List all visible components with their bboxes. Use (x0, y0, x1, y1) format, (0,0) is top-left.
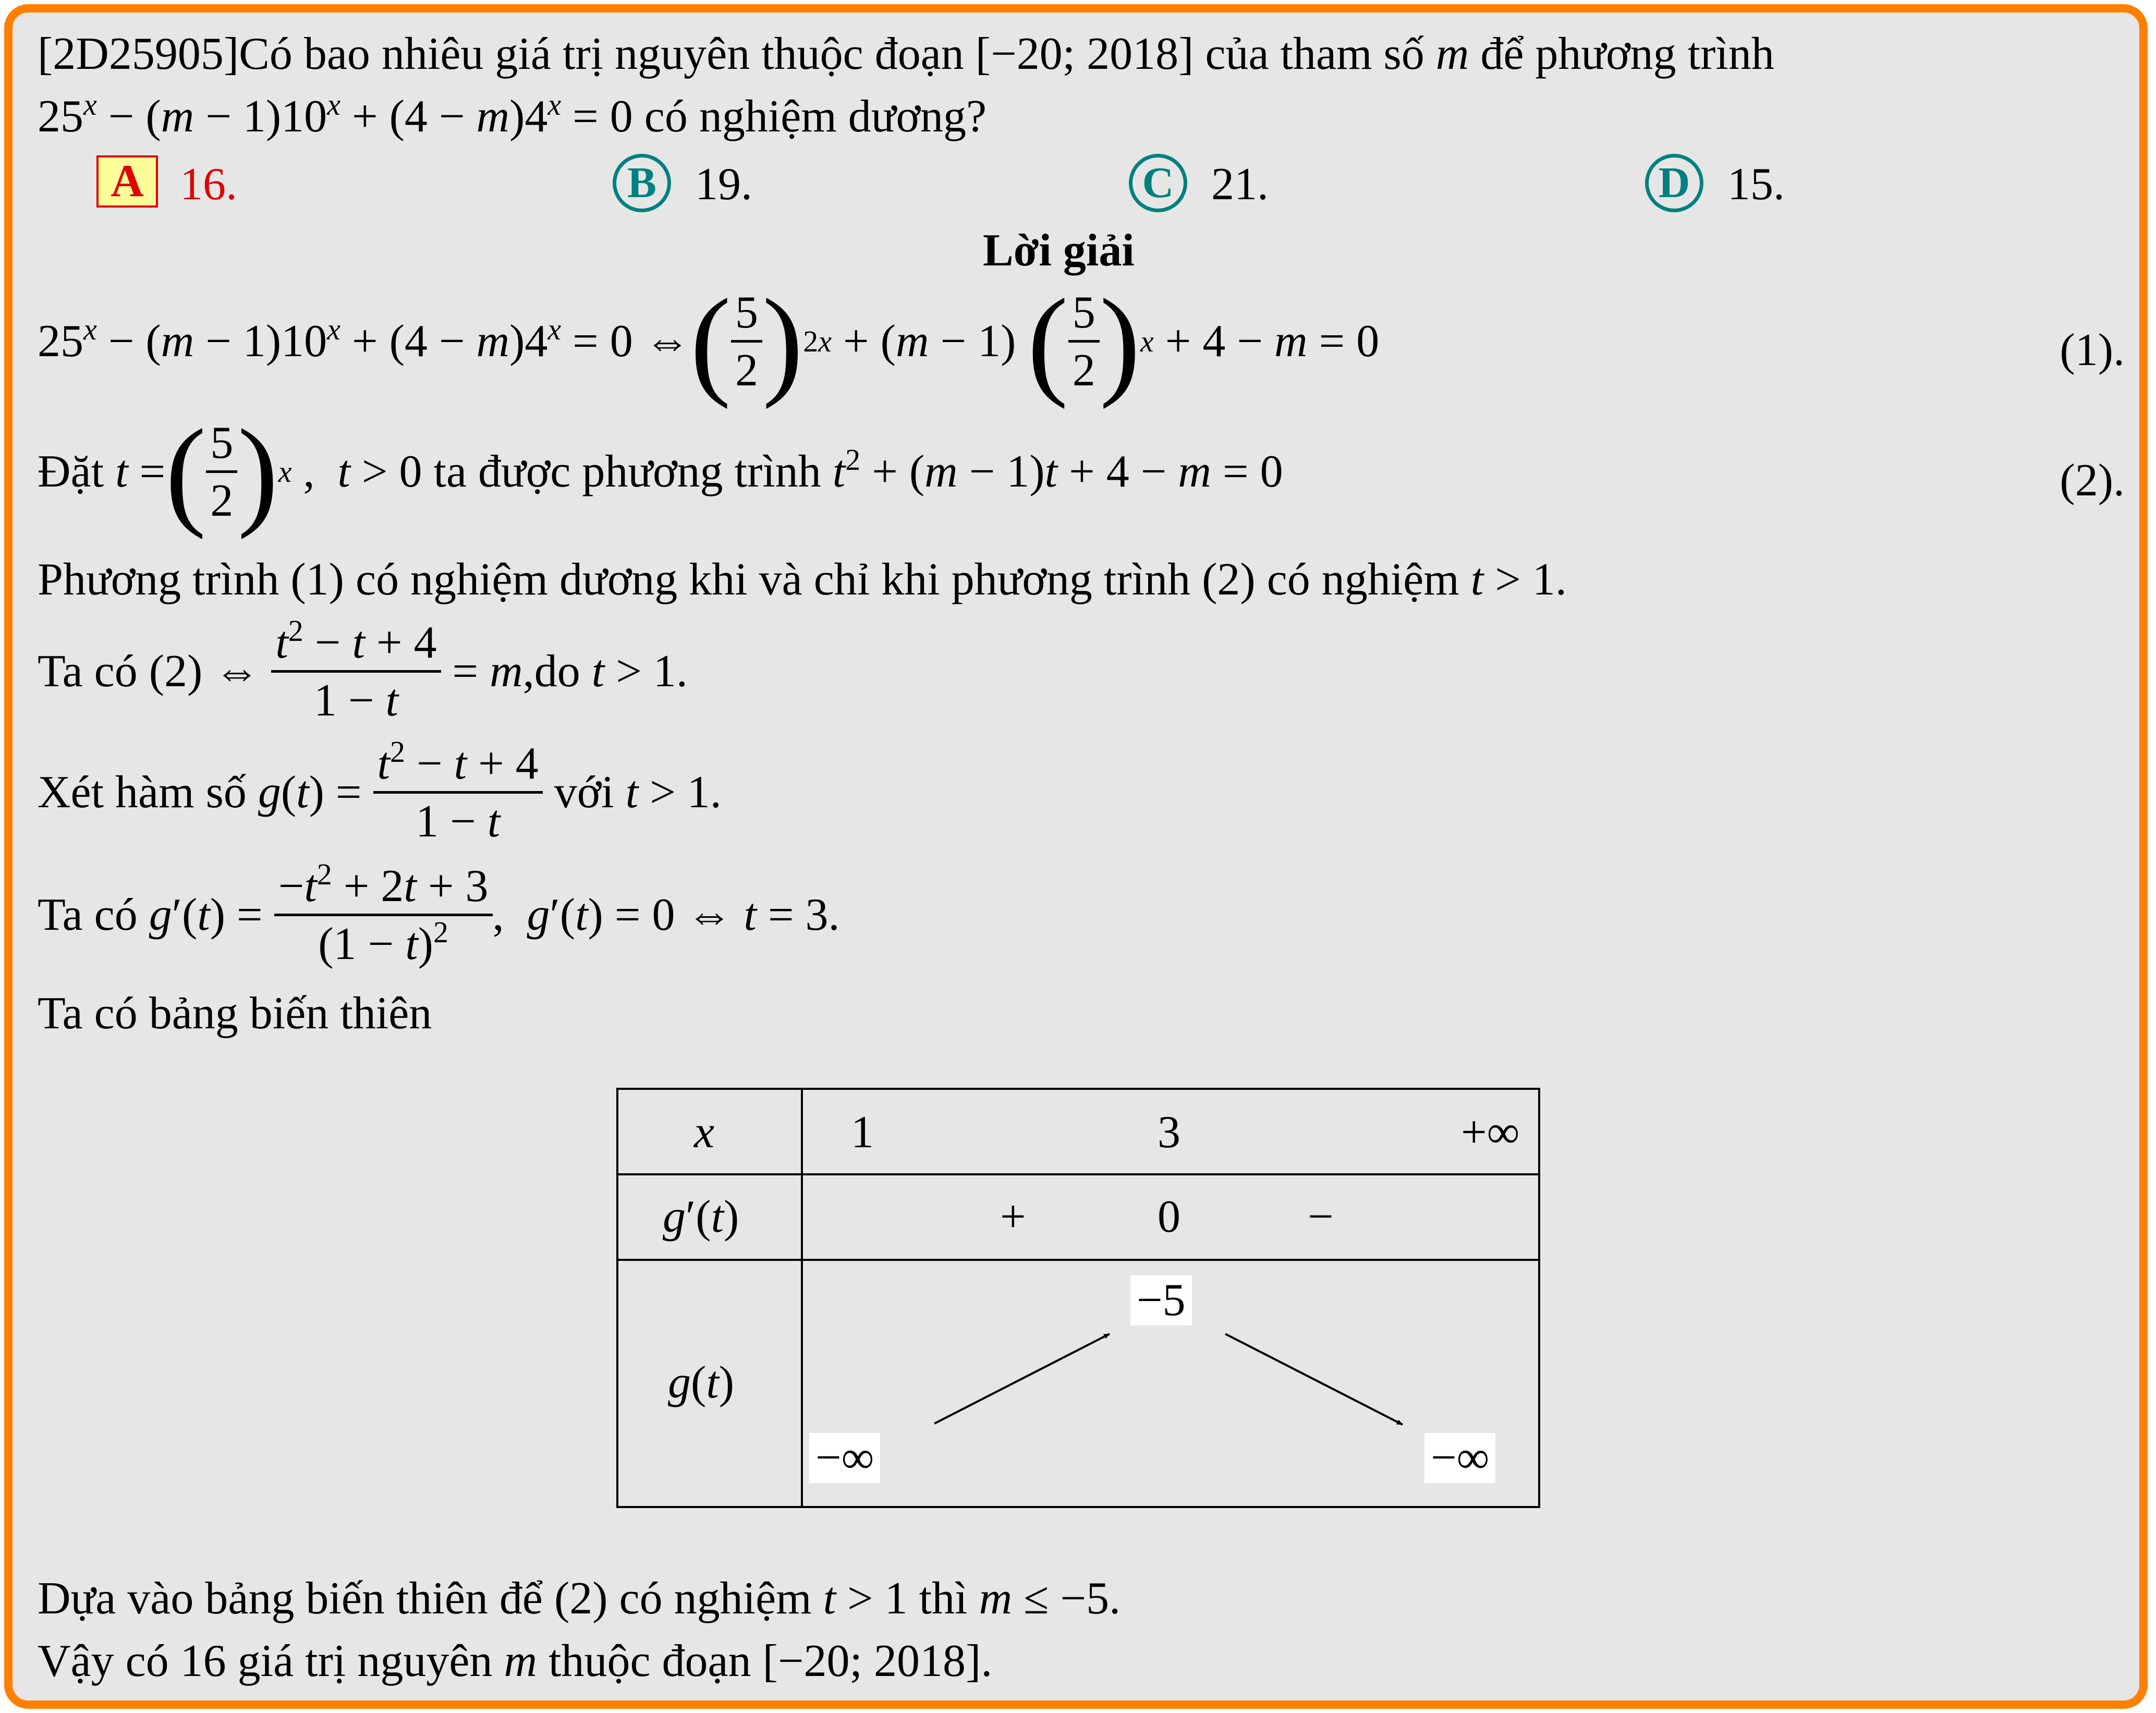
solution-line-derivative: Ta có g′(t) = $\frac{-t^2 + 2t + 3}{(1 - t)^2}$ , g′(t) = 0 ⇔ t = 3. (38, 857, 840, 969)
equation-1: $25^x - (m - 1)10^x + (4 - m)4^x = 0$ ⇔ ( $\frac{5}{2}$ ) 2x + (m − 1) ( $\frac{5}{2}$ ) x + 4 − m = 0 (38, 273, 1380, 409)
option-c-label[interactable]: C (1129, 154, 1187, 212)
option-a-label[interactable]: A (96, 155, 158, 208)
derivative-sign-minus: − (1308, 1192, 1334, 1242)
table-x-values-cell (802, 1089, 1539, 1174)
option-a-value[interactable]: 16. (180, 159, 237, 210)
g-value-right: −∞ (1424, 1433, 1495, 1483)
table-label-derivative: g′(t) (663, 1192, 739, 1242)
question-equation: $25^x - (m - 1)10^x + (4 - m)4^x = 0$ (38, 88, 633, 142)
equation-1-label: (1). (2060, 325, 2125, 375)
option-b-label[interactable]: B (613, 154, 671, 212)
conclusion-line-1: Dựa vào bảng biến thiên để (2) có nghiệm t > 1 thì m ≤ −5. (38, 1573, 1121, 1624)
question-line-2 (38, 88, 987, 142)
solution-line-table-intro: Ta có bảng biến thiên (38, 988, 432, 1039)
question-line-1 (38, 31, 1774, 77)
solution-line-xet: Xét hàm số g(t) = $\frac{t^2 - t + 4}{1 - t}$ với t > 1. (38, 734, 722, 847)
variation-table (616, 1088, 1540, 1508)
increasing-arrow (934, 1334, 1110, 1424)
table-label-g-cell (617, 1260, 802, 1507)
table-label-g: g(t) (668, 1357, 735, 1408)
question-param: m (1435, 29, 1469, 79)
table-derivative-signs-cell (802, 1174, 1539, 1260)
derivative-sign-plus: + (1000, 1192, 1026, 1242)
x-value-plus-infinity: +∞ (1461, 1107, 1520, 1158)
option-d-value[interactable]: 15. (1727, 159, 1785, 210)
option-d-label[interactable]: D (1645, 154, 1703, 212)
g-value-left: −∞ (809, 1433, 880, 1483)
question-text-1: Có bao nhiêu giá trị nguyên thuộc đoạn [−20; 2018] của tham số (239, 29, 1436, 79)
decreasing-arrow (1225, 1334, 1403, 1425)
g-value-peak: −5 (1130, 1275, 1192, 1326)
table-g-values-cell (802, 1260, 1539, 1507)
question-text-2: để phương trình (1469, 29, 1774, 79)
equation-2-label: (2). (2060, 455, 2125, 506)
x-value-3: 3 (1158, 1107, 1180, 1158)
option-b-value[interactable]: 19. (695, 159, 752, 210)
solution-heading: Lời giải (983, 225, 1135, 276)
equation-2: Đặt t = ( $\frac{5}{2}$ ) x , t > 0 ta được phương trình $t^2 + (m - 1)t + 4 - m = 0$ (38, 404, 1283, 540)
table-label-x-cell (617, 1089, 802, 1174)
conclusion-line-2: Vậy có 16 giá trị nguyên m thuộc đoạn [−20; 2018]. (38, 1636, 993, 1686)
table-label-x: x (694, 1107, 715, 1158)
question-equation-tail: có nghiệm dương? (632, 91, 987, 142)
solution-line-p1: Phương trình (1) có nghiệm dương khi và chỉ khi phương trình (2) có nghiệm t > 1. (38, 554, 1567, 605)
option-c-value[interactable]: 21. (1211, 159, 1269, 210)
question-code: [2D25905] (38, 29, 239, 79)
solution-line-taco-1: Ta có (2) ⇔ $\frac{t^2 - t + 4}{1 - t}$ = m, do t > 1. (38, 613, 688, 726)
table-label-derivative-cell (617, 1174, 802, 1260)
derivative-zero: 0 (1158, 1192, 1180, 1242)
x-value-1: 1 (851, 1107, 874, 1158)
